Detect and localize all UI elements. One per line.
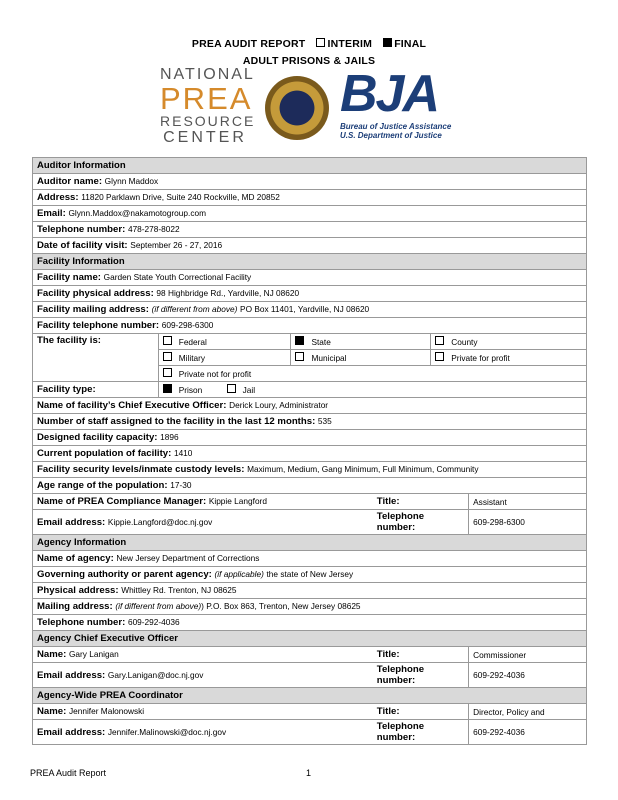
pcm-email-label: Email address: [37, 516, 106, 528]
facility-name-value: Garden State Youth Correctional Facility [103, 272, 252, 282]
facility-name-label: Facility name: [37, 272, 101, 283]
agency-ceo-phone-label: Telephone number: [376, 664, 425, 686]
facility-section-header: Facility Information [33, 254, 587, 270]
agency-gov-row [33, 567, 587, 583]
capacity-row [33, 430, 587, 446]
pcm-phone-label: Telephone number: [376, 511, 425, 533]
private-profit-checkbox [435, 352, 444, 361]
facility-mailing-label: Facility mailing address: [37, 304, 149, 315]
visit-date-row [33, 238, 587, 254]
nprc-line1: NATIONAL [160, 66, 255, 83]
prison-label: Prison [178, 385, 203, 395]
footer-label: PREA Audit Report [30, 768, 107, 778]
auditor-email-row [33, 206, 587, 222]
federal-label: Federal [178, 337, 207, 347]
pcm-title-label: Title: [376, 496, 400, 507]
visit-date-label: Date of facility visit: [37, 240, 128, 251]
nprc-logo [160, 66, 256, 147]
county-checkbox [435, 336, 444, 345]
facility-is-row1 [33, 334, 587, 350]
federal-checkbox [163, 336, 172, 345]
agency-phone-value: 609-292-4036 [127, 617, 180, 627]
military-label: Military [178, 353, 206, 363]
pcm-phone-value: 609-298-6300 [469, 510, 587, 535]
pcm-email-value: Kippie.Langford@doc.nj.gov [107, 516, 213, 527]
coordinator-email-value: Jennifer.Malinowski@doc.nj.gov [107, 726, 227, 737]
facility-name-row [33, 270, 587, 286]
auditor-address-value: 11820 Parklawn Drive, Suite 240 Rockville, MD 20852 [81, 192, 280, 202]
municipal-label: Municipal [311, 353, 347, 363]
pcm-contact-row [33, 510, 587, 535]
age-label: Age range of the population: [37, 480, 168, 491]
coordinator-row [33, 704, 587, 720]
report-title: PREA AUDIT REPORT [191, 38, 306, 50]
jail-label: Jail [242, 385, 256, 395]
auditor-phone-label: Telephone number: [37, 224, 126, 235]
facility-is-label: The facility is: [37, 335, 101, 346]
pcm-value: Kippie Langford [208, 496, 267, 506]
agency-ceo-name-label: Name: [37, 649, 67, 660]
nprc-line4: CENTER [163, 129, 247, 146]
interim-checkbox [316, 38, 325, 47]
agency-mailing-note: (if different from above) [115, 601, 202, 611]
agency-gov-note: (if applicable) [214, 569, 264, 579]
agency-gov-label: Governing authority or parent agency: [37, 569, 212, 580]
facility-ceo-value: Derick Loury, Administrator [229, 400, 329, 410]
final-checkbox [383, 38, 392, 47]
doj-seal-icon [265, 76, 329, 140]
auditor-name-row [33, 174, 587, 190]
auditor-address-label: Address: [37, 192, 79, 203]
security-label: Facility security levels/inmate custody levels: [37, 464, 245, 475]
agency-mailing-value: ) P.O. Box 863, Trenton, New Jersey 08625 [201, 601, 361, 611]
agency-mailing-label: Mailing address: [37, 601, 113, 612]
facility-mailing-note: (if different from above) [151, 304, 238, 314]
municipal-checkbox [295, 352, 304, 361]
agency-ceo-title-value: Commissioner [469, 647, 587, 663]
ceo-section-header: Agency Chief Executive Officer [33, 631, 587, 647]
agency-section-header: Agency Information [33, 535, 587, 551]
staff-row [33, 414, 587, 430]
agency-ceo-email-label: Email address: [37, 669, 106, 681]
agency-name-label: Name of agency: [37, 553, 114, 564]
pcm-label: Name of PREA Compliance Manager: [37, 496, 207, 507]
pcm-title-value: Assistant [469, 494, 587, 510]
security-value: Maximum, Medium, Gang Minimum, Full Minimum, Community [247, 464, 479, 474]
coordinator-name-label: Name: [37, 706, 67, 717]
agency-ceo-email-value: Gary.Lanigan@doc.nj.gov [107, 669, 204, 680]
coordinator-phone-label: Telephone number: [376, 721, 425, 743]
state-label: State [311, 337, 331, 347]
agency-mailing-row [33, 599, 587, 615]
coordinator-name-value: Jennifer Malonowski [68, 706, 145, 716]
facility-type-label: Facility type: [37, 384, 96, 395]
coordinator-section-header: Agency-Wide PREA Coordinator [33, 688, 587, 704]
state-checkbox [295, 336, 304, 345]
nprc-line3: RESOURCE [160, 113, 256, 129]
auditor-phone-row [33, 222, 587, 238]
auditor-phone-value: 478-278-8022 [127, 224, 180, 234]
facility-physical-label: Facility physical address: [37, 288, 154, 299]
facility-physical-value: 98 Highbridge Rd., Yardville, NJ 08620 [156, 288, 300, 298]
auditor-section-header: Auditor Information [33, 158, 587, 174]
agency-name-row [33, 551, 587, 567]
jail-checkbox [227, 384, 236, 393]
facility-phone-value: 609-298-6300 [161, 320, 214, 330]
auditor-email-label: Email: [37, 208, 66, 219]
capacity-label: Designed facility capacity: [37, 432, 158, 443]
coordinator-title-label: Title: [376, 706, 400, 717]
auditor-name-value: Glynn Maddox [104, 176, 159, 186]
capacity-value: 1896 [160, 432, 179, 442]
coordinator-contact-row [33, 720, 587, 745]
age-row [33, 478, 587, 494]
ceo-name-row [33, 398, 587, 414]
agency-phone-label: Telephone number: [37, 617, 126, 628]
population-row [33, 446, 587, 462]
agency-gov-value: the state of New Jersey [266, 569, 354, 579]
staff-label: Number of staff assigned to the facility in the last 12 months: [37, 416, 316, 427]
county-label: County [451, 337, 478, 347]
bja-letters: BJA [340, 65, 439, 123]
agency-ceo-row [33, 647, 587, 663]
agency-ceo-name-value: Gary Lanigan [68, 649, 119, 659]
coordinator-email-label: Email address: [37, 726, 106, 738]
agency-physical-value: Whittley Rd. Trenton, NJ 08625 [121, 585, 237, 595]
bja-line1: Bureau of Justice Assistance [340, 122, 452, 131]
facility-ceo-label: Name of facility’s Chief Executive Officer: [37, 400, 227, 411]
agency-physical-label: Physical address: [37, 585, 119, 596]
agency-name-value: New Jersey Department of Corrections [116, 553, 260, 563]
agency-ceo-phone-value: 609-292-4036 [469, 663, 587, 688]
agency-ceo-title-label: Title: [376, 649, 400, 660]
private-nonprofit-checkbox [163, 368, 172, 377]
staff-value: 535 [317, 416, 332, 426]
coordinator-title-value: Director, Policy and [469, 704, 587, 720]
logo-area [150, 66, 480, 154]
auditor-email-value: Glynn.Maddox@nakamotogroup.com [68, 208, 206, 218]
bja-logo [340, 66, 480, 140]
visit-date-value: September 26 - 27, 2016 [130, 240, 223, 250]
auditor-name-label: Auditor name: [37, 176, 103, 187]
facility-mailing-value: PO Box 11401, Yardville, NJ 08620 [240, 304, 370, 314]
page-number: 1 [306, 768, 312, 778]
interim-label: INTERIM [327, 38, 373, 50]
facility-physical-row [33, 286, 587, 302]
facility-phone-row [33, 318, 587, 334]
private-profit-label: Private for profit [451, 353, 510, 363]
agency-phone-row [33, 615, 587, 631]
prison-checkbox [163, 384, 172, 393]
age-value: 17-30 [170, 480, 192, 490]
facility-phone-label: Facility telephone number: [37, 320, 160, 331]
report-header [0, 38, 618, 50]
pcm-row [33, 494, 587, 510]
coordinator-phone-value: 609-292-4036 [469, 720, 587, 745]
population-label: Current population of facility: [37, 448, 172, 459]
private-nonprofit-label: Private not for profit [178, 369, 252, 379]
bja-line2: U.S. Department of Justice [340, 131, 442, 140]
report-subtitle: ADULT PRISONS & JAILS [242, 55, 376, 67]
military-checkbox [163, 352, 172, 361]
facility-type-row [33, 382, 587, 398]
agency-ceo-contact-row [33, 663, 587, 688]
audit-info-table [32, 157, 587, 745]
final-label: FINAL [394, 38, 427, 50]
security-row [33, 462, 587, 478]
agency-physical-row [33, 583, 587, 599]
facility-mailing-row [33, 302, 587, 318]
population-value: 1410 [173, 448, 193, 458]
nprc-line2: PREA [160, 81, 253, 116]
auditor-address-row [33, 190, 587, 206]
